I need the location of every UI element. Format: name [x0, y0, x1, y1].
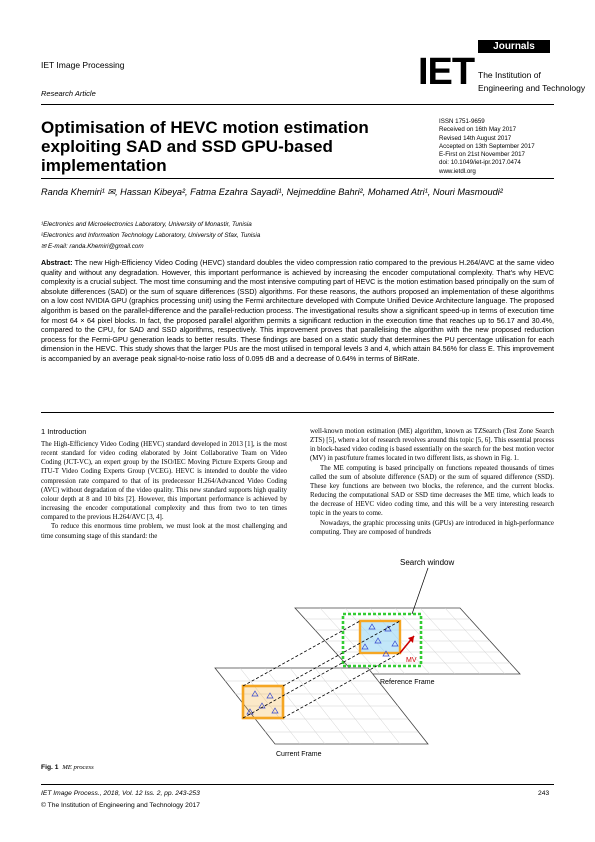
figure-caption — [41, 764, 94, 771]
meta-accepted: Accepted on 13th September 2017 — [439, 142, 535, 150]
article-title: Optimisation of HEVC motion estimation exploiting SAD and SSD GPU-based implementation — [41, 118, 369, 175]
article-type: Research Article — [41, 89, 96, 98]
abstract-label: Abstract: — [41, 258, 73, 267]
search-window-label: Search window — [400, 558, 455, 567]
reference-block — [360, 621, 400, 653]
meta-issn: ISSN 1751-9659 — [439, 118, 485, 125]
affiliation-2: ²Electronics and Information Technology Laboratory, University of Sfax, Tunisia — [41, 232, 261, 239]
institution-line-1: The Institution of — [478, 70, 541, 80]
paragraph: To reduce this enormous time problem, we must look at the most challenging and time consuming stage of this standard: the — [41, 523, 287, 540]
meta-received: Received on 16th May 2017 — [439, 126, 517, 134]
meta-url[interactable]: www.ietdl.org — [439, 167, 476, 175]
paragraph: The High-Efficiency Video Coding (HEVC) standard developed in 2013 [1], is the most recent standard for video coding elaborated by Joint Collaborative Team on Video Coding (JCT-VC), an expert group by the ISO/IEC Moving Picture Experts Group and ITU-T Video Coding Experts Group (VCEG). HEVC is intended to double the video compression rate compared to that of its predecessor H.264/Advanced Video Coding (AVC) without degradation of the video quality. This new standard supports high quality colour depth at 8 and 10 bits [2]. However, this important performance is achieved by increasing the encoder computational complexity and thus from two to ten times compared to the previous H.264/AVC [3, 4]. — [41, 441, 287, 522]
paragraph: Nowadays, the graphic processing units (GPUs) are introduced in high-performance computing. They are composed of hundreds — [310, 519, 554, 536]
article-metadata — [439, 118, 569, 176]
corresponding-email[interactable]: ✉ E-mail: randa.Khemiri@gmail.com — [41, 243, 144, 250]
reference-frame-plane — [295, 608, 520, 674]
section-heading-introduction: 1 Introduction — [41, 427, 87, 436]
affiliations — [41, 219, 561, 252]
abstract-rule — [41, 412, 554, 413]
paragraph: The ME computing is based principally on functions repeated thousands of times called the sum of absolute difference (SAD) or the sum of squared difference (SSD). These key functions are between two blocks, the reference, and the current blocks. Reducing the computational SAD or SSD time decreases the ME time, which leads to the decrease of HEVC video coding time, and this will be a very interesting research topic in the years to come. — [310, 464, 554, 518]
iet-logo-wordmark: IET — [418, 51, 475, 93]
footer-copyright: © The Institution of Engineering and Technology 2017 — [41, 802, 200, 809]
footer-citation: IET Image Process., 2018, Vol. 12 Iss. 2, pp. 243-253 — [41, 790, 200, 797]
page-number: 243 — [538, 790, 550, 797]
meta-revised: Revised 14th August 2017 — [439, 134, 512, 142]
author-list: Randa Khemiri¹ ✉, Hassan Kibeya², Fatma Ezahra Sayadi¹, Nejmeddine Bahri², Mohamed Atri¹, Nouri Masmoudi² — [41, 187, 503, 197]
institution-line-2: Engineering and Technology — [478, 83, 586, 93]
meta-efirst: E-First on 21st November 2017 — [439, 151, 525, 159]
affiliation-1: ¹Electronics and Microelectronics Laboratory, University of Monastir, Tunisia — [41, 221, 252, 228]
figure-caption-text: ME process — [62, 764, 94, 771]
mv-label: MV — [406, 657, 417, 664]
me-process-figure — [200, 556, 570, 771]
header-rule — [41, 104, 554, 105]
left-column — [41, 440, 287, 541]
search-window-pointer — [412, 568, 428, 614]
right-column — [310, 427, 554, 537]
journals-badge: Journals — [478, 40, 550, 53]
figure-caption-label: Fig. 1 — [41, 764, 59, 771]
title-rule — [41, 178, 554, 179]
abstract — [41, 258, 554, 364]
current-frame-label: Current Frame — [276, 751, 322, 758]
reference-frame-label: Reference Frame — [380, 679, 435, 686]
journal-name: IET Image Processing — [41, 60, 125, 70]
footer-rule — [41, 784, 554, 785]
paragraph: well-known motion estimation (ME) algorithm, known as TZSearch (Test Zone Search ZTS) [5], where a lot of research revolves around this topic [5, 6]. This essential process in block-based video coding is based essentially on the search for the best motion vector (MV) in past/future frames located in two different lists, as shown in Fig. 1. — [310, 428, 554, 463]
meta-doi[interactable]: doi: 10.1049/iet-ipr.2017.0474 — [439, 159, 521, 167]
abstract-text: The new High-Efficiency Video Coding (HEVC) standard doubles the video compression ratio compared to the previous H.264/AVC at the same video quality and without any degradation. However, this important performance is achieved by increasing the encoder computational complexity. That's why HEVC complexity is a crucial subject. The most time consuming and the most intensive computing part of HEVC is the motion estimation based principally on the sum of absolute differences (SAD) or the sum of square differences (SSD) algorithms. For these reasons, the authors proposed an implementation of these algorithms on a low cost NVIDIA GPU (graphics processing unit) using the Fermi architecture developed with Compute Unified Device Architecture language. The proposed algorithm is based on the parallel-difference and the parallel-reduction process. The investigational results show a significant speed-up in terms of execution time for most 64 × 64 pixel blocks. In fact, the proposed parallel algorithm permits a significant reduction in the execution time that reaches up to 56.17 and 30.4%, compared to the CPU, for SAD and SSD algorithms, respectively. This improvement proves that parallelising the algorithm with the new proposed reduction process for the Fermi-GPU generation leads to better results. These findings are based on a static study that determines the PU percentage utilisation for each dimension in the HEVC. This study shows that the larger PUs are the most utilised in temporal levels 3 and 4, which attain 84.56% for class E. This improvement is accompanied by an average peak signal-to-noise ratio loss of 0.095 dB and a decrease of 0.64% in terms of BitRate. — [41, 258, 554, 363]
